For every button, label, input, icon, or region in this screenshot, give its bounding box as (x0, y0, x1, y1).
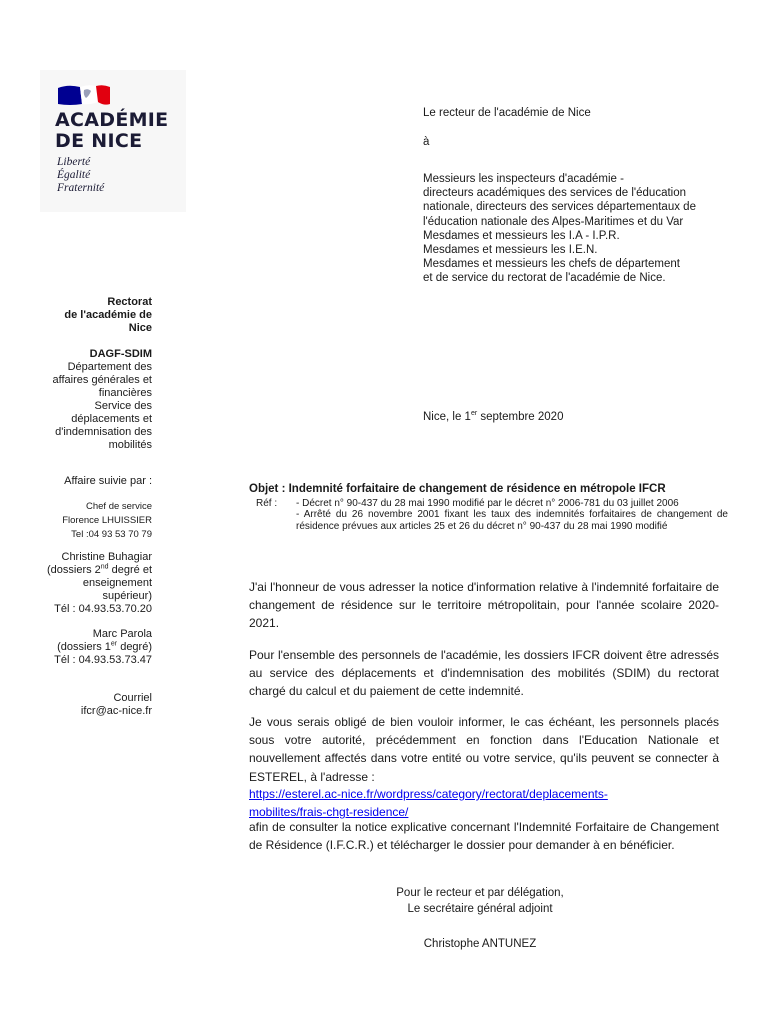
recipient-line: Mesdames et messieurs les I.E.N. (423, 244, 598, 257)
republic-motto: Liberté Égalité Fraternité (57, 156, 105, 194)
affaire-label: Affaire suivie par : (64, 475, 152, 487)
sender-line: Le recteur de l'académie de Nice (423, 107, 591, 119)
chef-service-block: Chef de service Florence LHUISSIER Tel :04 93 53 70 79 (62, 501, 152, 540)
recipient-line: directeurs académiques des services de l'éducation (423, 187, 687, 200)
contact-parola: Marc Parola (dossiers 1er degré) Tél : 04.93.53.73.47 (54, 628, 152, 666)
ref-list (296, 498, 728, 532)
recipient-line: Mesdames et messieurs les chefs de département (423, 258, 680, 271)
letter-date: Nice, le 1er septembre 2020 (423, 410, 564, 423)
signature-block: Pour le recteur et par délégation, Le secrétaire général adjoint (396, 887, 564, 915)
academy-name: ACADÉMIE DE NICE (55, 109, 169, 152)
signatory-name: Christophe ANTUNEZ (423, 938, 537, 950)
contact-email: Courriel ifcr@ac-nice.fr (80, 692, 152, 717)
contact-buhagiar: Christine Buhagiar (dossiers 2nd degré et enseignement supérieur) Tél : 04.93.53.70.20 (46, 551, 152, 615)
ref-item: - Décret n° 90-437 du 28 mai 1990 modifié par le décret n° 2006-781 du 03 juillet 2006 (296, 498, 679, 509)
letter-subject: Objet : Indemnité forfaitaire de changement de résidence en métropole IFCR (249, 483, 666, 495)
paragraph-4: afin de consulter la notice explicative concernant l'Indemnité Forfaitaire de Changement de Résidence (I.F.C.R.) et télécharger le dossier pour demander à en bénéficier. (249, 820, 719, 853)
marianne-logo-icon (58, 84, 110, 106)
recipient-line: Messieurs les inspecteurs d'académie - (423, 173, 624, 185)
esterel-link[interactable]: https://esterel.ac-nice.fr/wordpress/category/rectorat/deplacements- mobilites/frais-chgt-residence/ (249, 787, 608, 820)
department-block: DAGF-SDIM Département des affaires générales et financières Service des déplacements et d'indemnisation des mobilités (52, 348, 152, 451)
to-word: à (423, 136, 430, 148)
recipient-line: l'éducation nationale des Alpes-Maritimes et du Var (423, 215, 684, 228)
rectorat-heading: Rectorat de l'académie de Nice (64, 296, 152, 334)
paragraph-1: J'ai l'honneur de vous adresser la notice d'information relative à l'indemnité forfaitaire de changement de résidence sur le territoire métropolitain, pour l'année scolaire 2020-2021. (249, 580, 719, 631)
paragraph-2: Pour l'ensemble des personnels de l'académie, les dossiers IFCR doivent être adressés au service des déplacements et d'indemnisation des mobilités (SDIM) du rectorat chargé du calcul et du paiement de cette indemnité. (249, 648, 719, 699)
ref-item: - Arrêté du 26 novembre 2001 fixant les taux des indemnités forfaitaires de changement de résidence prévues aux articles 25 et 26 du décret n° 90-437 du 28 mai 1990 modifié (296, 509, 728, 532)
recipient-line: Mesdames et messieurs les I.A - I.P.R. (423, 229, 620, 242)
recipient-line: et de service du rectorat de l'académie de Nice. (423, 272, 666, 285)
email-address[interactable]: ifcr@ac-nice.fr (80, 705, 152, 717)
paragraph-3: Je vous serais obligé de bien vouloir informer, le cas échéant, les personnels placés sous votre autorité, précédemment en fonction dans l'Education Nationale et nouvellement affectés dans votre entité ou votre service, qu'ils peuvent se connecter à ESTEREL, à l'adresse : (249, 715, 719, 784)
ref-label: Réf : (256, 498, 278, 509)
recipients-block (423, 172, 696, 286)
recipient-line: nationale, directeurs des services départementaux de (423, 201, 696, 214)
